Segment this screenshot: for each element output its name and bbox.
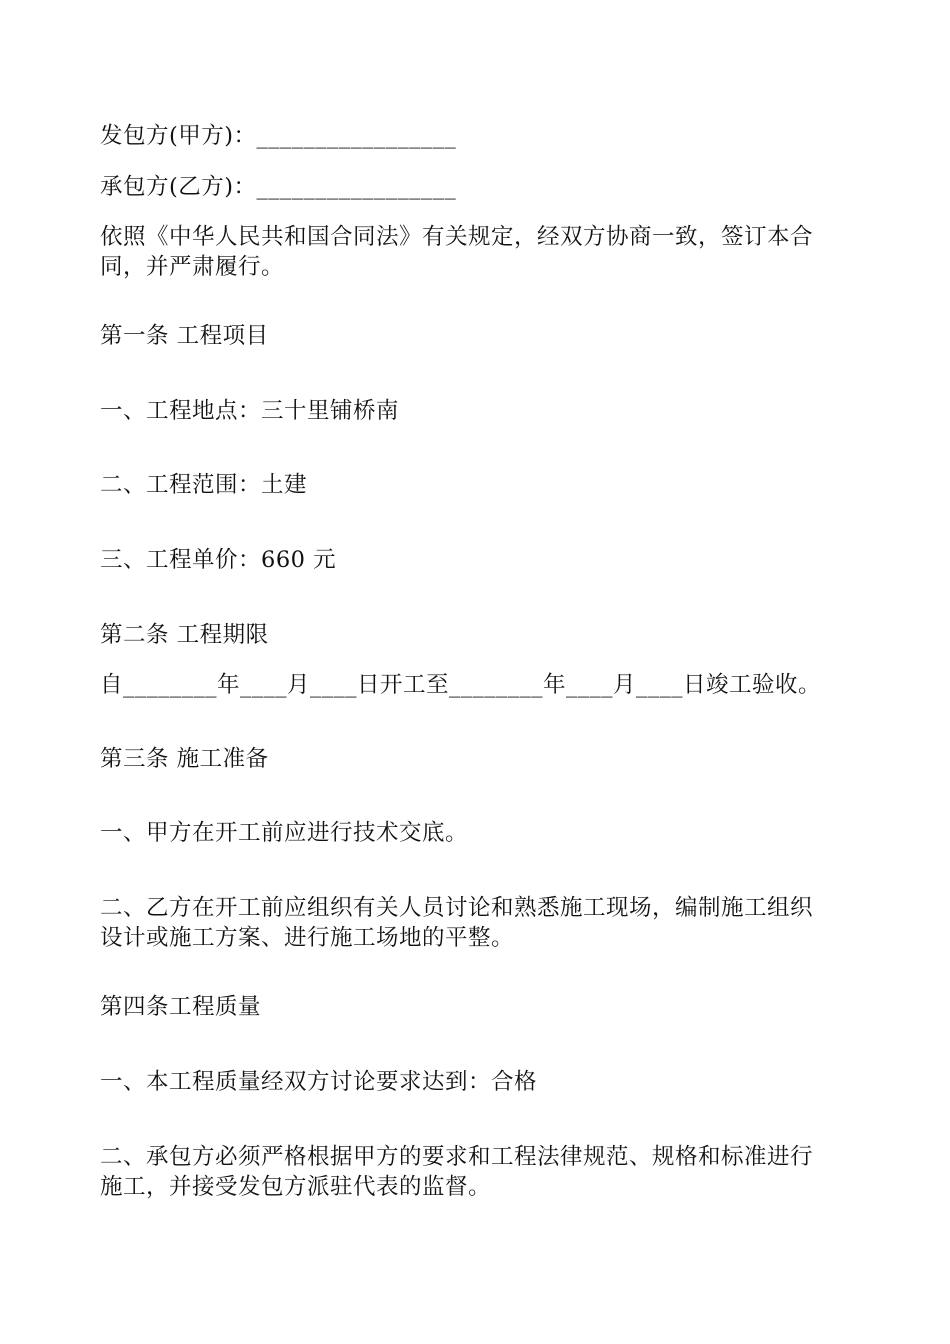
article-4-item-2-line-1: 二、承包方必须严格根据甲方的要求和工程法律规范、规格和标准进行 <box>100 1144 814 1170</box>
article-3-item-1: 一、甲方在开工前应进行技术交底。 <box>100 820 469 846</box>
article-4-title: 第四条工程质量 <box>100 994 262 1020</box>
article-4-item-1: 一、本工程质量经双方讨论要求达到：合格 <box>100 1069 538 1095</box>
party-b-line: 承包方(乙方)：_________________ <box>100 174 457 200</box>
article-4-item-2-line-2: 施工，并接受发包方派驻代表的监督。 <box>100 1174 492 1200</box>
article-1-item-1: 一、工程地点：三十里铺桥南 <box>100 398 400 424</box>
article-1-item-3: 三、工程单价：660 元 <box>100 547 337 573</box>
article-1-title: 第一条 工程项目 <box>100 323 269 349</box>
article-3-title: 第三条 施工准备 <box>100 746 269 772</box>
article-3-item-2-line-2: 设计或施工方案、进行施工场地的平整。 <box>100 925 515 951</box>
intro-line-2: 同，并严肃履行。 <box>100 254 285 280</box>
article-2-title: 第二条 工程期限 <box>100 622 269 648</box>
article-1-item-2: 二、工程范围：土建 <box>100 472 308 498</box>
intro-line-1: 依照《中华人民共和国合同法》有关规定，经双方协商一致，签订本合 <box>100 224 814 250</box>
article-2-text: 自________年____月____日开工至________年____月____日竣工验收。 <box>100 672 822 698</box>
party-a-line: 发包方(甲方)：_________________ <box>100 123 457 149</box>
article-3-item-2-line-1: 二、乙方在开工前应组织有关人员讨论和熟悉施工现场，编制施工组织 <box>100 895 814 921</box>
